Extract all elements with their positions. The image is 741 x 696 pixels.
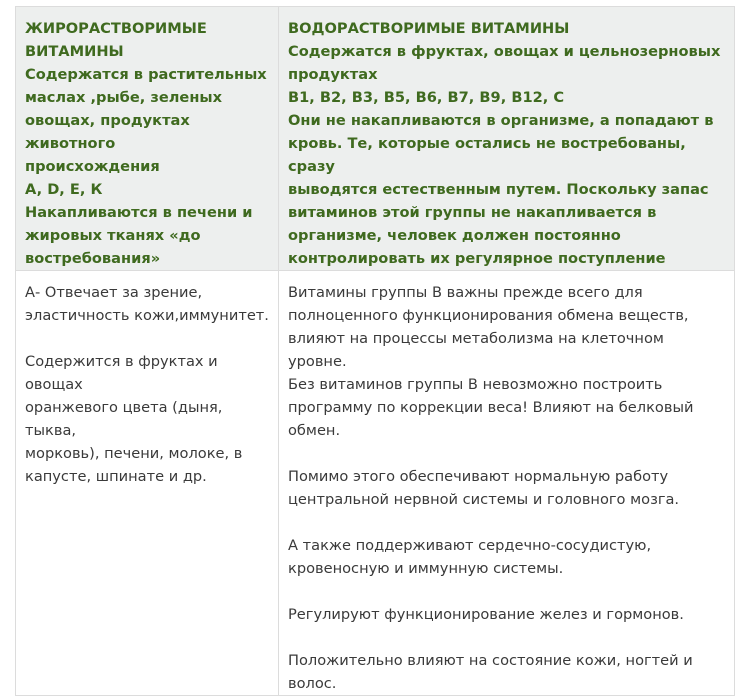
water-paragraph: [288, 281, 725, 442]
water-paragraph: [288, 603, 725, 626]
fat-title-1: ЖИРОРАСТВОРИМЫЕ: [25, 20, 207, 37]
water-storage-1: Они не накапливаются в организме, а попадают в: [288, 112, 714, 129]
fat-p2-line-1: Содержится в фруктах и овощах: [25, 353, 218, 393]
table-header-row: [16, 7, 735, 271]
fat-storage-1: Накапливаются в печени и: [25, 204, 253, 221]
water-storage-6: контролировать их регулярное поступление: [288, 250, 666, 267]
fat-title-2: ВИТАМИНЫ: [25, 43, 124, 60]
fat-p1-line-2: эластичность кожи,иммунитет.: [25, 307, 269, 324]
fat-p2-line-3: морковь), печени, молоке, в: [25, 445, 243, 462]
table-body-row: [16, 271, 735, 696]
water-p3-line-2: кровеносную и иммунную системы.: [288, 560, 564, 577]
water-p1-line-3: влияют на процессы метаболизма на клеточном уровне.: [288, 330, 664, 370]
water-vitamins: B1, B2, B3, B5, B6, B7, B9, B12, С: [288, 89, 565, 106]
water-p1-line-6: обмен.: [288, 422, 341, 439]
fat-vitamins: A, D, E, К: [25, 181, 103, 198]
fat-p2-line-4: капусте, шпинате и др.: [25, 468, 207, 485]
fat-paragraph: [25, 281, 269, 327]
body-cell-water-soluble: [279, 271, 735, 696]
fat-p2-line-2: оранжевого цвета (дыня, тыква,: [25, 399, 223, 439]
header-cell-water-soluble: [279, 7, 735, 271]
fat-p1-line-1: А- Отвечает за зрение,: [25, 284, 203, 301]
water-p1-line-4: Без витаминов группы В невозможно построить: [288, 376, 663, 393]
water-storage-3: выводятся естественным путем. Поскольку запас: [288, 181, 709, 198]
fat-source-1: Содержатся в растительных: [25, 66, 267, 83]
fat-storage-3: востребования»: [25, 250, 161, 267]
water-paragraph: [288, 534, 725, 580]
water-storage-4: витаминов этой группы не накапливается в: [288, 204, 657, 221]
body-cell-fat-soluble: [16, 271, 279, 696]
water-p3-line-1: А также поддерживают сердечно-сосудистую,: [288, 537, 652, 554]
water-source-1: Содержатся в фруктах, овощах и цельнозерновых: [288, 43, 721, 60]
water-storage-2: кровь. Те, которые остались не востребованы, сразу: [288, 135, 686, 175]
fat-storage-2: жировых тканях «до: [25, 227, 201, 244]
vitamins-table: [15, 6, 735, 696]
water-p1-line-1: Витамины группы В важны прежде всего для: [288, 284, 643, 301]
header-cell-fat-soluble: [16, 7, 279, 271]
water-paragraph: [288, 649, 725, 695]
water-p2-line-2: центральной нервной системы и головного мозга.: [288, 491, 680, 508]
water-p1-line-2: полноценного функционирования обмена веществ,: [288, 307, 689, 324]
water-storage-5: организме, человек должен постоянно: [288, 227, 621, 244]
water-p4-line-1: Регулируют функционирование желез и гормонов.: [288, 606, 684, 623]
fat-source-3: овощах, продуктах животного: [25, 112, 190, 152]
water-p5-line-1: Положительно влияют на состояние кожи, ногтей и волос.: [288, 652, 693, 692]
water-paragraph: [288, 465, 725, 511]
water-p2-line-1: Помимо этого обеспечивают нормальную работу: [288, 468, 669, 485]
water-title: ВОДОРАСТВОРИМЫЕ ВИТАМИНЫ: [288, 20, 570, 37]
fat-source-4: происхождения: [25, 158, 160, 175]
water-p1-line-5: программу по коррекции веса! Влияют на белковый: [288, 399, 694, 416]
fat-paragraph: [25, 350, 269, 488]
fat-source-2: маслах ,рыбе, зеленых: [25, 89, 223, 106]
water-source-2: продуктах: [288, 66, 378, 83]
